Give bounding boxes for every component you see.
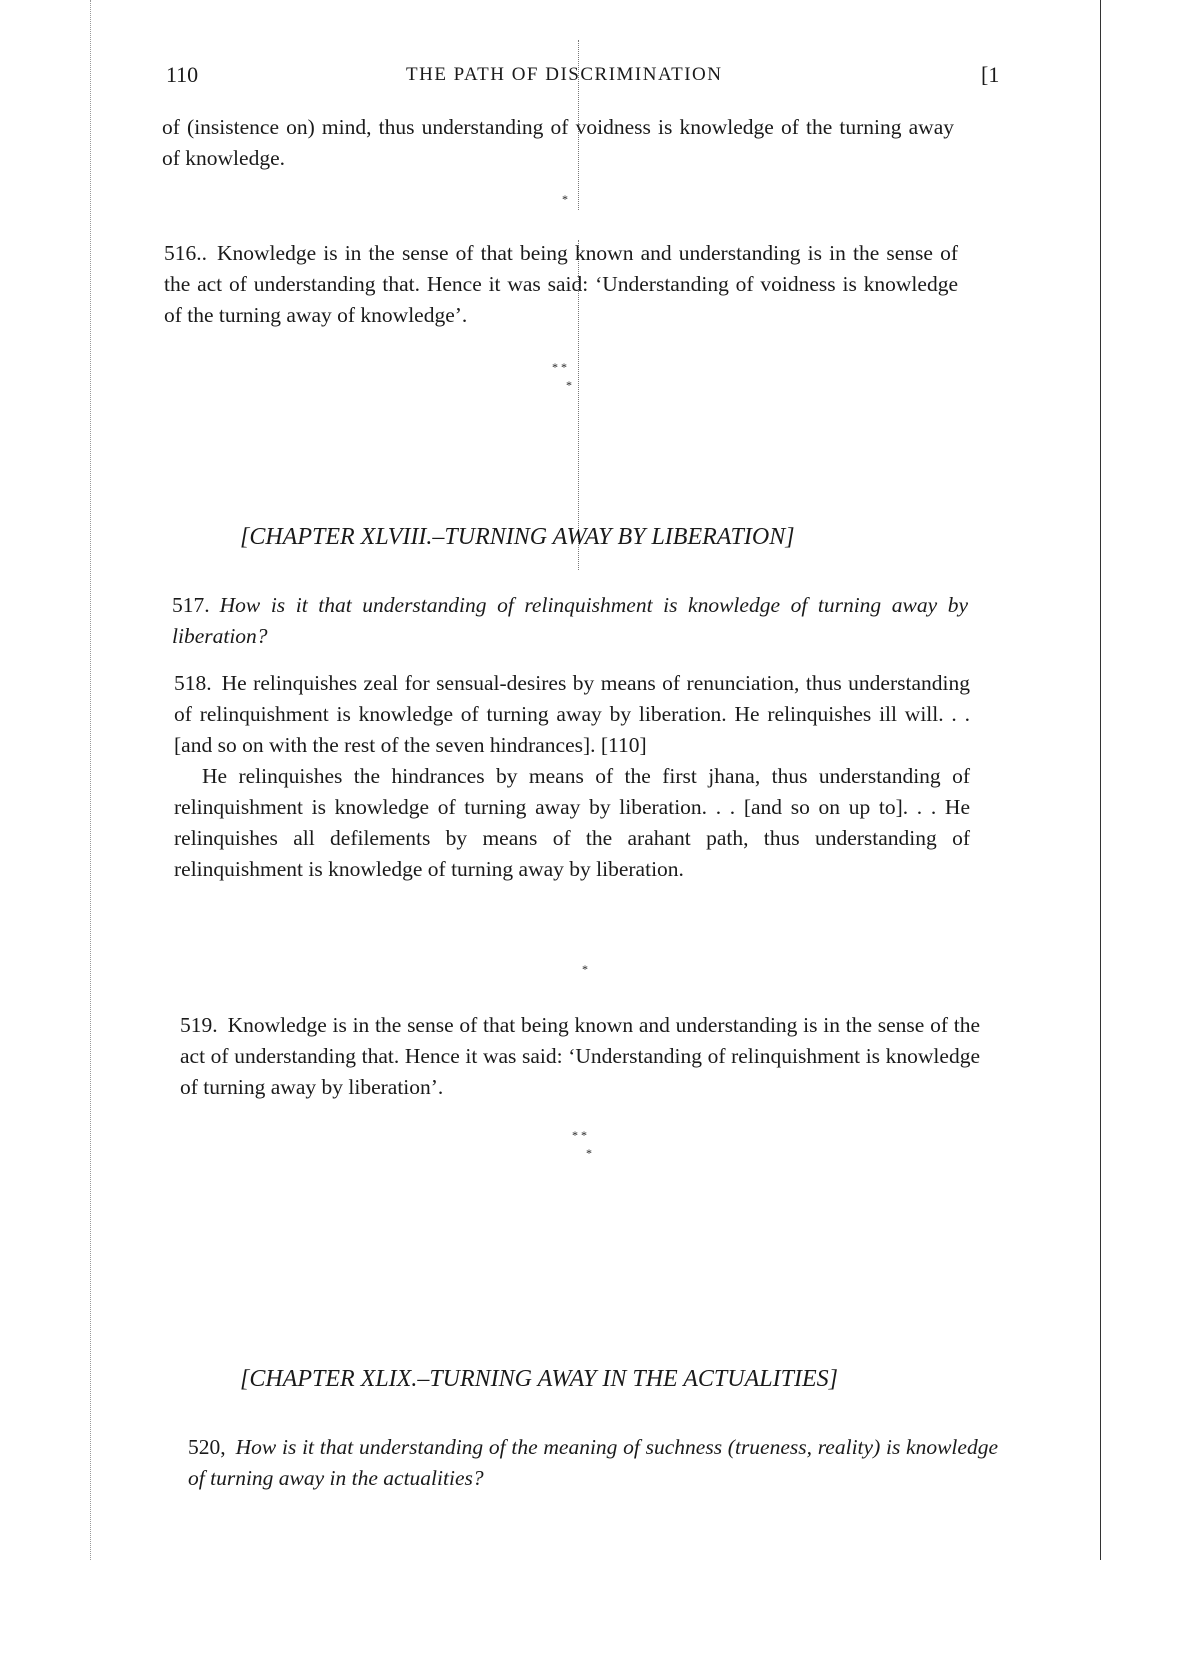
paragraph-519 xyxy=(180,1010,980,1103)
paragraph-518 xyxy=(174,668,970,885)
separator-star-bottom: * xyxy=(586,1146,592,1160)
page-edge-right xyxy=(1100,0,1101,1560)
paragraph-text: He relinquishes zeal for sensual-desires by means of renunciation, thus understanding of relinquishment is knowledge of turning away by liberation. He relinquishes ill will. . . [and so on with the rest of the seven hindrances]. [110] xyxy=(174,671,970,757)
paragraph-517 xyxy=(172,590,968,652)
separator-stars-top: * * xyxy=(552,360,567,374)
page-number: 110 xyxy=(166,62,199,87)
paragraph-number: 516.. xyxy=(164,241,207,265)
separator-star: * xyxy=(562,192,568,206)
running-title: THE PATH OF DISCRIMINATION xyxy=(406,64,723,85)
paragraph-number: 520, xyxy=(188,1435,226,1459)
chapter-heading-48: [CHAPTER XLVIII.–TURNING AWAY BY LIBERATION] xyxy=(240,524,795,550)
paragraph-text: Knowledge is in the sense of that being known and understanding is in the sense of the act of understanding that. Hence it was said: ‘Understanding of relinquishment is knowledge of turning away by liberation’. xyxy=(180,1013,980,1099)
paragraph-520 xyxy=(188,1432,998,1494)
running-header xyxy=(166,62,1000,92)
paragraph-number: 519. xyxy=(180,1013,218,1037)
continuation-paragraph: of (insistence on) mind, thus understanding of voidness is knowledge of the turning away of knowledge. xyxy=(162,115,954,170)
separator-stars-top: * * xyxy=(572,1128,587,1142)
page-edge-left xyxy=(90,0,92,1560)
separator-star-bottom: * xyxy=(566,378,572,392)
paragraph-text: How is it that understanding of the meaning of suchness (trueness, reality) is knowledge of turning away in the actualities? xyxy=(188,1435,998,1490)
header-bracket: [1 xyxy=(981,62,1000,87)
paragraph-continuation: He relinquishes the hindrances by means of the first jhana, thus understanding of relinquishment is knowledge of turning away by liberation. . . [and so on up to]. . . He relinquishes all defilements by means of the arahant path, thus understanding of relinquishment is knowledge of turning away by liberation. xyxy=(174,764,970,881)
paragraph-text: Knowledge is in the sense of that being known and understanding is in the sense of the act of understanding that. Hence it was said: ‘Understanding of voidness is knowledge of the turning away of knowledge’. xyxy=(164,241,958,327)
chapter-heading-49: [CHAPTER XLIX.–TURNING AWAY IN THE ACTUALITIES] xyxy=(240,1366,838,1392)
paragraph-516 xyxy=(164,238,958,331)
paragraph-number: 517. xyxy=(172,593,210,617)
separator-star: * xyxy=(582,962,588,976)
paragraph-number: 518. xyxy=(174,671,212,695)
paragraph-text: How is it that understanding of relinquishment is knowledge of turning away by liberation? xyxy=(172,593,968,648)
